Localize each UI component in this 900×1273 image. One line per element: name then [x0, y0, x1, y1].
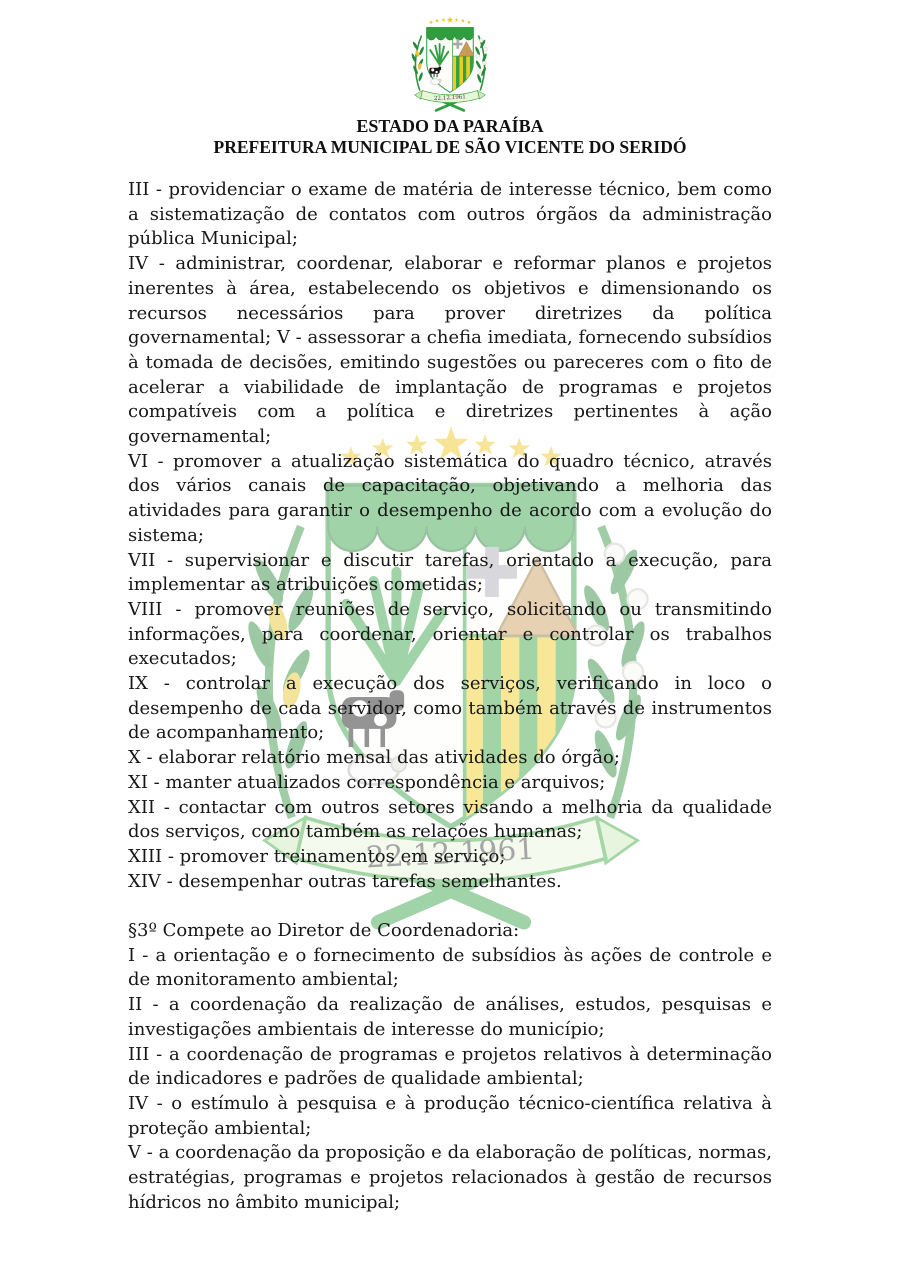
section-item-iii: III - a coordenação de programas e projetos relativos à determinação de indicadores e padrões de qualidade ambiental;: [128, 1043, 772, 1090]
header-state-line: ESTADO DA PARAÍBA: [356, 116, 544, 136]
section-item-i: I - a orientação e o fornecimento de subsídios às ações de controle e de monitoramento ambiental;: [128, 944, 772, 991]
body-paragraph-vii: VII - supervisionar e discutir tarefas, orientado a execução, para implementar as atribuições cometidas;: [128, 549, 772, 596]
body-paragraph-xi: XI - manter atualizados correspondência e arquivos;: [128, 771, 606, 793]
document-content: [0, 13, 900, 1216]
body-paragraph-xiii: XIII - promover treinamentos em serviço;: [128, 845, 506, 867]
body-paragraph-viii: VIII - promover reuniões de serviço, solicitando ou transmitindo informações, para coordenar, orientar e controlar os trabalhos executados;: [128, 598, 772, 670]
section-item-ii: II - a coordenação da realização de análises, estudos, pesquisas e investigações ambientais de interesse do município;: [128, 994, 772, 1040]
section-item-iv: IV - o estímulo à pesquisa e à produção técnico-científica relativa à proteção ambiental;: [128, 1093, 772, 1139]
document-body: [128, 178, 772, 1216]
body-paragraph-iii: III - providenciar o exame de matéria de interesse técnico, bem como a sistematização de contatos com outros órgãos da administração pública Municipal;: [128, 179, 772, 250]
header-municipality-line: PREFEITURA MUNICIPAL DE SÃO VICENTE DO SERIDÓ: [213, 137, 687, 157]
document-header: [0, 13, 900, 157]
body-paragraph-xiv: XIV - desempenhar outras tarefas semelhantes.: [128, 870, 562, 892]
section-item-v: V - a coordenação da proposição e da elaboração de políticas, normas, estratégias, programas e projetos relacionados à gestão de recursos hídricos no âmbito municipal;: [128, 1142, 772, 1213]
body-paragraph-xii: XII - contactar com outros setores visando a melhoria da qualidade dos serviços, como também as relações humanas;: [128, 796, 772, 843]
body-paragraph-iv-v: IV - administrar, coordenar, elaborar e reformar planos e projetos inerentes à área, estabelecendo os objetivos e dimensionando os recursos necessários para prover diretrizes da política governamental; V - assessorar a chefia imediata, fornecendo subsídios à tomada de decisões, emitindo sugestões ou pareceres com o fito de acelerar a viabilidade de implantação de programas e projetos compatíveis com a política e diretrizes pertinentes à ação governamental;: [128, 253, 772, 448]
body-paragraph-ix: IX - controlar a execução dos serviços, verificando in loco o desempenho de cada servidor, como também através de instrumentos de acompanhamento;: [128, 673, 772, 744]
body-paragraph-x: X - elaborar relatório mensal das atividades do órgão;: [128, 747, 620, 769]
section-heading-paragraph-3: §3º Compete ao Diretor de Coordenadoria:: [128, 920, 520, 942]
body-paragraph-vi: VI - promover a atualização sistemática do quadro técnico, através dos vários canais de capacitação, objetivando a melhoria das atividades para garantir o desempenho de acordo com a evolução do sistema;: [128, 450, 772, 546]
coat-of-arms-icon: [398, 13, 502, 113]
